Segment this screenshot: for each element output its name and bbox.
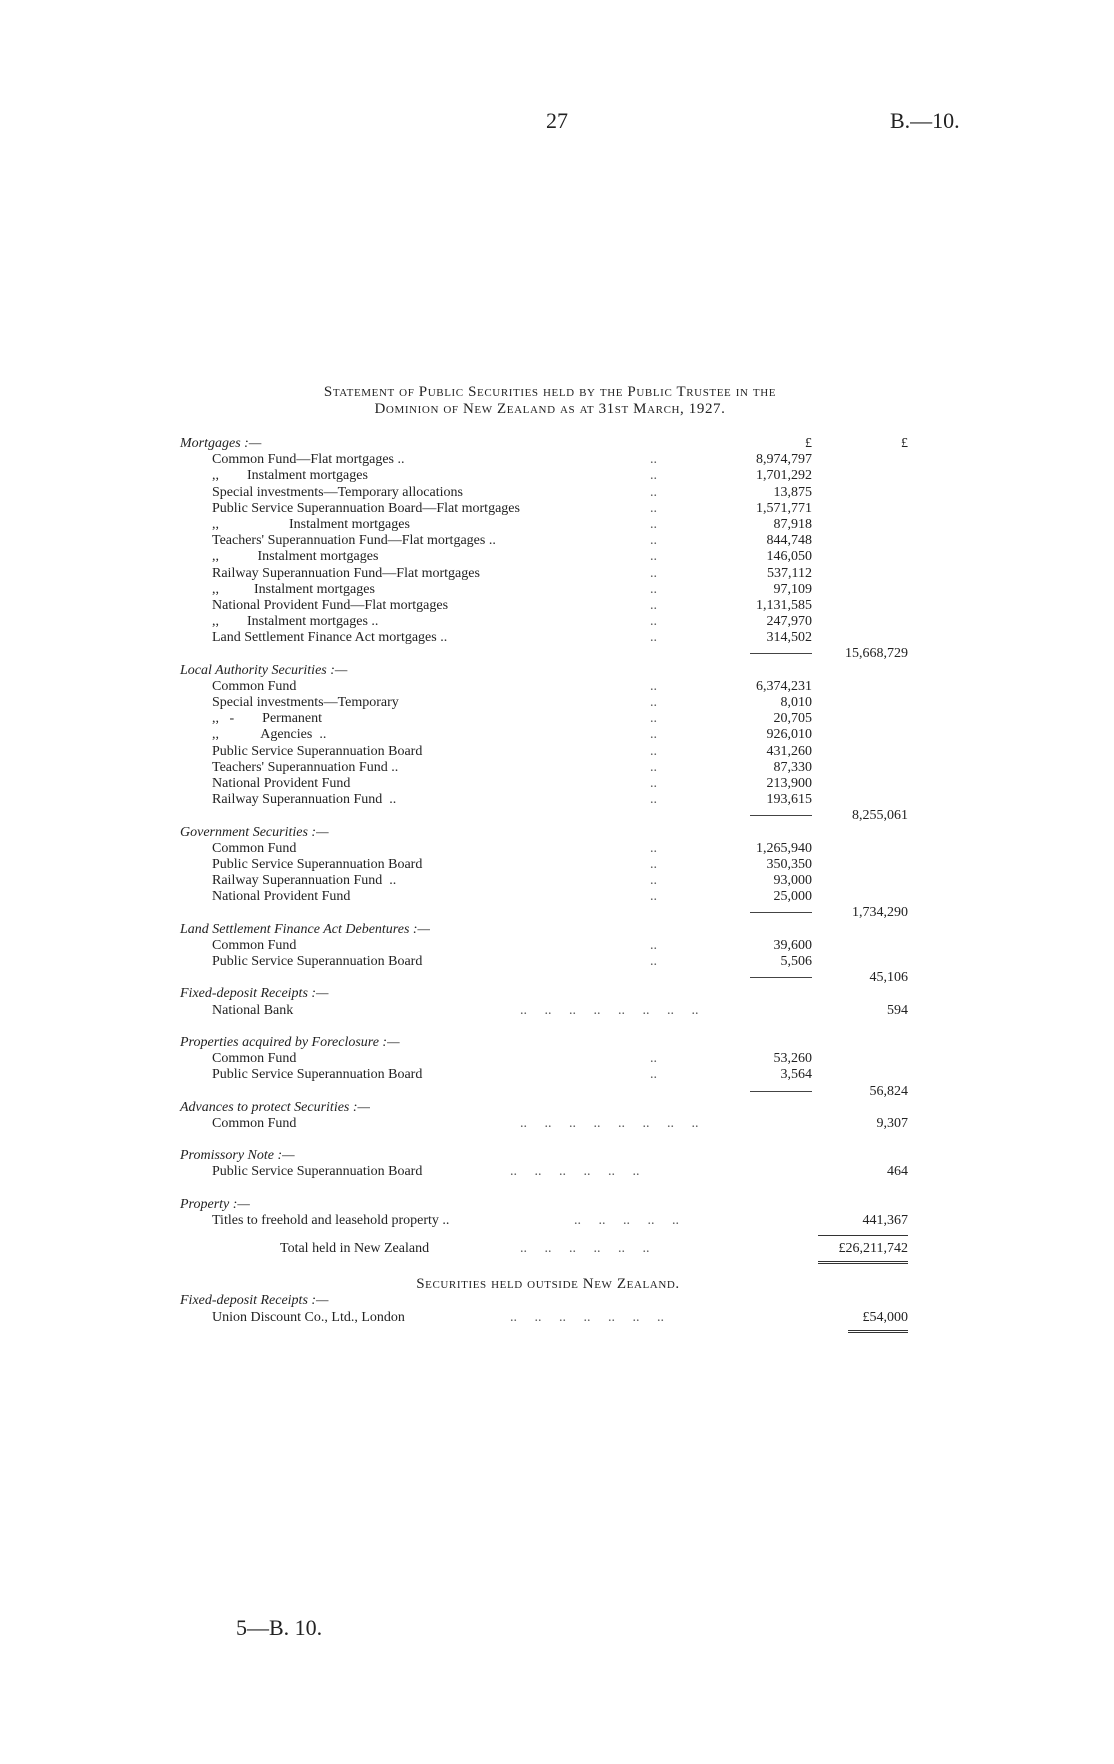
row-value: 537,112 — [767, 565, 812, 581]
leader-dots: .. — [650, 678, 657, 694]
table-row — [180, 873, 916, 889]
subtotal-rule — [750, 912, 812, 913]
table-row — [180, 1164, 916, 1180]
currency-symbol: £ — [805, 436, 812, 451]
leader-dots: .. — [650, 597, 657, 613]
section-heading: Government Securities :— — [180, 824, 329, 840]
subtotal-row — [180, 905, 916, 921]
footer-reference: 5—B. 10. — [236, 1615, 323, 1640]
section-total: 45,106 — [869, 970, 908, 986]
row-label: ,, Instalment mortgages — [212, 516, 410, 532]
section-total: 8,255,061 — [852, 808, 908, 824]
leader-dots: .. — [650, 775, 657, 791]
leader-dots: .. .. .. .. .. .. — [510, 1164, 640, 1180]
row-value: 314,502 — [766, 630, 812, 646]
row-label: Public Service Superannuation Board—Flat mortgages — [212, 500, 520, 516]
subtotal-rule — [750, 815, 812, 816]
section-header-row — [180, 922, 916, 938]
table-row — [180, 1213, 916, 1229]
table-row — [180, 598, 916, 614]
row-value: 247,970 — [766, 614, 812, 630]
table-row — [180, 614, 916, 630]
section-total: 594 — [887, 1002, 908, 1018]
row-label: Teachers' Superannuation Fund—Flat mortgages .. — [212, 533, 496, 549]
leader-dots: .. — [650, 711, 657, 727]
table-row — [180, 776, 916, 792]
table-row — [180, 744, 916, 760]
currency-symbol: £ — [901, 436, 908, 451]
row-value: 1,265,940 — [756, 840, 812, 856]
table-row — [180, 889, 916, 905]
title-line-1: Statement of Public Securities held by the Public Trustee in the — [323, 384, 777, 400]
row-value: 93,000 — [773, 873, 812, 889]
row-label: Titles to freehold and leasehold property .. — [212, 1213, 450, 1228]
leader-dots: .. — [650, 954, 657, 969]
row-value: 5,506 — [780, 954, 812, 969]
leader-dots: .. — [650, 516, 657, 532]
table-row — [180, 679, 916, 695]
row-label: ,, Instalment mortgages — [212, 549, 379, 565]
subtotal-rule — [750, 977, 812, 978]
table-row — [180, 582, 916, 598]
section-header-row — [180, 1100, 916, 1116]
row-value: 146,050 — [766, 549, 812, 565]
table-row — [180, 1003, 916, 1019]
row-label: Railway Superannuation Fund .. — [212, 873, 397, 889]
leader-dots: .. — [650, 759, 657, 775]
section-heading: Local Authority Securities :— — [180, 662, 348, 678]
leader-dots: .. .. .. .. .. .. — [520, 1241, 650, 1257]
leader-dots: .. — [650, 630, 657, 646]
row-label: ,, Agencies .. — [212, 727, 327, 743]
table-row — [180, 1051, 916, 1067]
subtotal-row — [180, 808, 916, 824]
row-label: National Provident Fund — [212, 775, 351, 791]
row-label: Land Settlement Finance Act mortgages .. — [212, 630, 448, 646]
row-value: 3,564 — [780, 1067, 812, 1083]
row-value: 25,000 — [773, 889, 812, 905]
total-rule — [818, 1235, 908, 1236]
table-row — [180, 566, 916, 582]
row-label: Public Service Superannuation Board — [212, 1164, 423, 1180]
table-row — [180, 1116, 916, 1132]
leader-dots: .. .. .. .. .. .. .. — [510, 1309, 664, 1325]
row-label: National Bank — [212, 1002, 294, 1018]
row-value: 6,374,231 — [756, 678, 812, 694]
section-heading: Promissory Note :— — [180, 1148, 295, 1164]
section-total: 441,367 — [862, 1213, 908, 1228]
row-label: Common Fund — [212, 1051, 297, 1067]
row-label: National Provident Fund—Flat mortgages — [212, 597, 449, 613]
row-label: Common Fund — [212, 678, 297, 694]
leader-dots: .. .. .. .. .. — [560, 1213, 679, 1228]
row-label: ,, Instalment mortgages .. — [212, 614, 379, 630]
leader-dots: .. — [650, 549, 657, 565]
row-label: Public Service Superannuation Board — [212, 1067, 423, 1083]
row-label: Railway Superannuation Fund—Flat mortgages — [212, 565, 480, 581]
table-row — [180, 517, 916, 533]
section-header-row — [180, 1035, 916, 1051]
row-value: 87,330 — [773, 759, 812, 775]
table-row — [180, 857, 916, 873]
table-row — [180, 938, 916, 954]
grand-total-row — [180, 1241, 916, 1257]
page-number: 27 — [546, 108, 568, 133]
leader-dots: .. — [650, 452, 657, 468]
section-heading: Properties acquired by Foreclosure :— — [180, 1034, 400, 1050]
page-reference: B.—10. — [890, 108, 960, 133]
table-row — [180, 711, 916, 727]
section-header-row — [180, 986, 916, 1002]
row-value: 350,350 — [766, 856, 812, 872]
row-value: 193,615 — [766, 792, 812, 808]
leader-dots: .. — [650, 792, 657, 808]
table-row — [180, 533, 916, 549]
table-row — [180, 760, 916, 776]
leader-dots: .. — [650, 581, 657, 597]
row-value: 87,918 — [773, 516, 812, 532]
row-label: ,, - Permanent — [212, 711, 323, 727]
leader-dots: .. — [650, 565, 657, 581]
section-total: 464 — [887, 1164, 908, 1180]
section-header-row — [180, 825, 916, 841]
leader-dots: .. — [650, 840, 657, 856]
table-row — [180, 549, 916, 565]
row-value: 926,010 — [766, 727, 812, 743]
table-row — [180, 501, 916, 517]
leader-dots: .. — [650, 484, 657, 500]
leader-dots: .. — [650, 937, 657, 953]
section-total: 15,668,729 — [845, 646, 908, 662]
subtotal-row — [180, 646, 916, 662]
leader-dots: .. .. .. .. .. .. .. .. — [520, 1002, 699, 1018]
leader-dots: .. — [650, 1051, 657, 1067]
section-header-row — [180, 1197, 916, 1213]
row-label: Public Service Superannuation Board — [212, 954, 423, 969]
leader-dots: .. — [650, 727, 657, 743]
table-row — [180, 468, 916, 484]
row-label: National Provident Fund — [212, 889, 351, 905]
table-row — [180, 727, 916, 743]
section-heading: Fixed-deposit Receipts :— — [180, 986, 329, 1002]
table-row — [180, 452, 916, 468]
row-label: Common Fund — [212, 937, 297, 953]
section-heading: Land Settlement Finance Act Debentures :— — [180, 921, 430, 937]
row-value: 1,131,585 — [756, 597, 812, 613]
double-rule — [818, 1261, 908, 1264]
section-header-row — [180, 1293, 916, 1309]
grand-total-label: Total held in New Zealand — [280, 1241, 430, 1257]
section-total: 9,307 — [876, 1115, 908, 1131]
row-value: 844,748 — [766, 533, 812, 549]
section-heading: Advances to protect Securities :— — [180, 1099, 370, 1115]
table-row — [180, 485, 916, 501]
row-value: 8,010 — [780, 695, 812, 710]
leader-dots: .. — [650, 889, 657, 905]
row-label: ,, Instalment mortgages — [212, 581, 375, 597]
outside-heading: Securities held outside New Zealand. — [416, 1276, 680, 1293]
row-value: 431,260 — [766, 743, 812, 759]
section-heading: Mortgages :— — [180, 436, 262, 451]
grand-total-value: £26,211,742 — [838, 1241, 908, 1257]
row-value: 213,900 — [766, 775, 812, 791]
securities-statement — [180, 436, 916, 1336]
subtotal-row — [180, 1084, 916, 1100]
double-rule — [848, 1330, 908, 1333]
leader-dots: .. — [650, 695, 657, 710]
row-value: 53,260 — [773, 1051, 812, 1067]
row-value: 20,705 — [773, 711, 812, 727]
subtotal-row — [180, 970, 916, 986]
table-row — [180, 1067, 916, 1083]
row-label: Teachers' Superannuation Fund .. — [212, 759, 399, 775]
row-value: 1,701,292 — [756, 468, 812, 484]
leader-dots: .. — [650, 468, 657, 484]
row-value: 13,875 — [773, 484, 812, 500]
section-total: 1,734,290 — [852, 905, 908, 921]
leader-dots: .. — [650, 614, 657, 630]
row-value: 1,571,771 — [756, 500, 812, 516]
row-label: Public Service Superannuation Board — [212, 743, 423, 759]
subtotal-rule — [750, 1091, 812, 1092]
outside-total: £54,000 — [862, 1309, 908, 1325]
leader-dots: .. — [650, 856, 657, 872]
table-row — [180, 695, 916, 711]
leader-dots: .. — [650, 500, 657, 516]
leader-dots: .. — [650, 1067, 657, 1083]
table-row — [180, 1310, 916, 1326]
row-label: Public Service Superannuation Board — [212, 856, 423, 872]
row-value: 97,109 — [773, 581, 812, 597]
row-label: ,, Instalment mortgages — [212, 468, 368, 484]
table-row — [180, 841, 916, 857]
title-line-2: Dominion of New Zealand as at 31st March, 1927. — [374, 401, 726, 417]
row-label: Common Fund—Flat mortgages .. — [212, 452, 405, 468]
table-row — [180, 630, 916, 646]
row-label: Common Fund — [212, 840, 297, 856]
subtotal-rule — [750, 653, 812, 654]
leader-dots: .. .. .. .. .. .. .. .. — [520, 1115, 699, 1131]
row-label: Railway Superannuation Fund .. — [212, 792, 397, 808]
section-header-row — [180, 663, 916, 679]
row-value: 8,974,797 — [756, 452, 812, 468]
row-value: 39,600 — [773, 937, 812, 953]
leader-dots: .. — [650, 533, 657, 549]
row-label: Common Fund — [212, 1115, 297, 1131]
table-row — [180, 792, 916, 808]
section-heading: Fixed-deposit Receipts :— — [180, 1293, 329, 1309]
table-row — [180, 954, 916, 970]
section-header-row — [180, 1148, 916, 1164]
leader-dots: .. — [650, 873, 657, 889]
section-header-row — [180, 436, 916, 452]
section-total: 56,824 — [869, 1083, 908, 1099]
section-heading: Property :— — [180, 1196, 250, 1212]
leader-dots: .. — [650, 743, 657, 759]
row-label: Special investments—Temporary — [212, 695, 399, 710]
row-label: Union Discount Co., Ltd., London — [212, 1309, 405, 1325]
document-title — [160, 384, 940, 418]
row-label: Special investments—Temporary allocations — [212, 484, 463, 500]
